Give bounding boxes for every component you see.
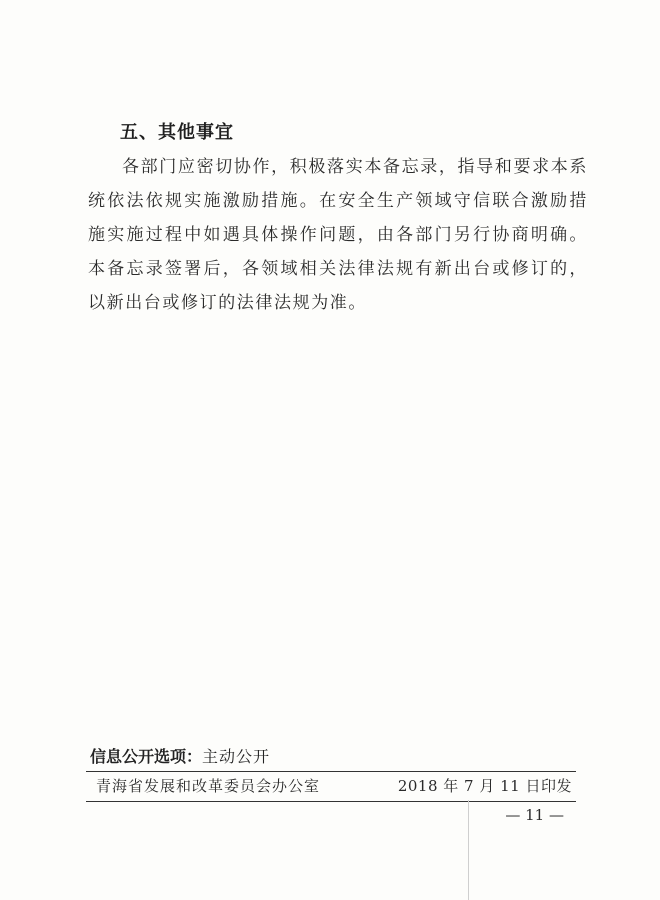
- section-heading: 五、其他事宜: [120, 122, 234, 143]
- issuer-name: 青海省发展和改革委员会办公室: [96, 777, 321, 795]
- page-number: — 11 —: [505, 806, 564, 824]
- footer-top-rule: [86, 771, 576, 772]
- disclosure-line: [90, 744, 270, 767]
- disclosure-value: 主动公开: [202, 747, 271, 766]
- body-paragraph: 各部门应密切协作，积极落实本备忘录，指导和要求本系统依法依规实施激励措施。在安全生产领域守信联合激励措施实施过程中如遇具体操作问题，由各部门另行协商明确。本备忘录签署后，各领域相关法律法规有新出台或修订的，以新出台或修订的法律法规为准。: [88, 157, 588, 313]
- scan-artifact-line: [468, 800, 469, 900]
- issue-date: 2018 年 7 月 11 日印发: [397, 777, 572, 795]
- footer-bottom-rule: [86, 801, 576, 802]
- disclosure-label: 信息公开选项：: [90, 747, 203, 766]
